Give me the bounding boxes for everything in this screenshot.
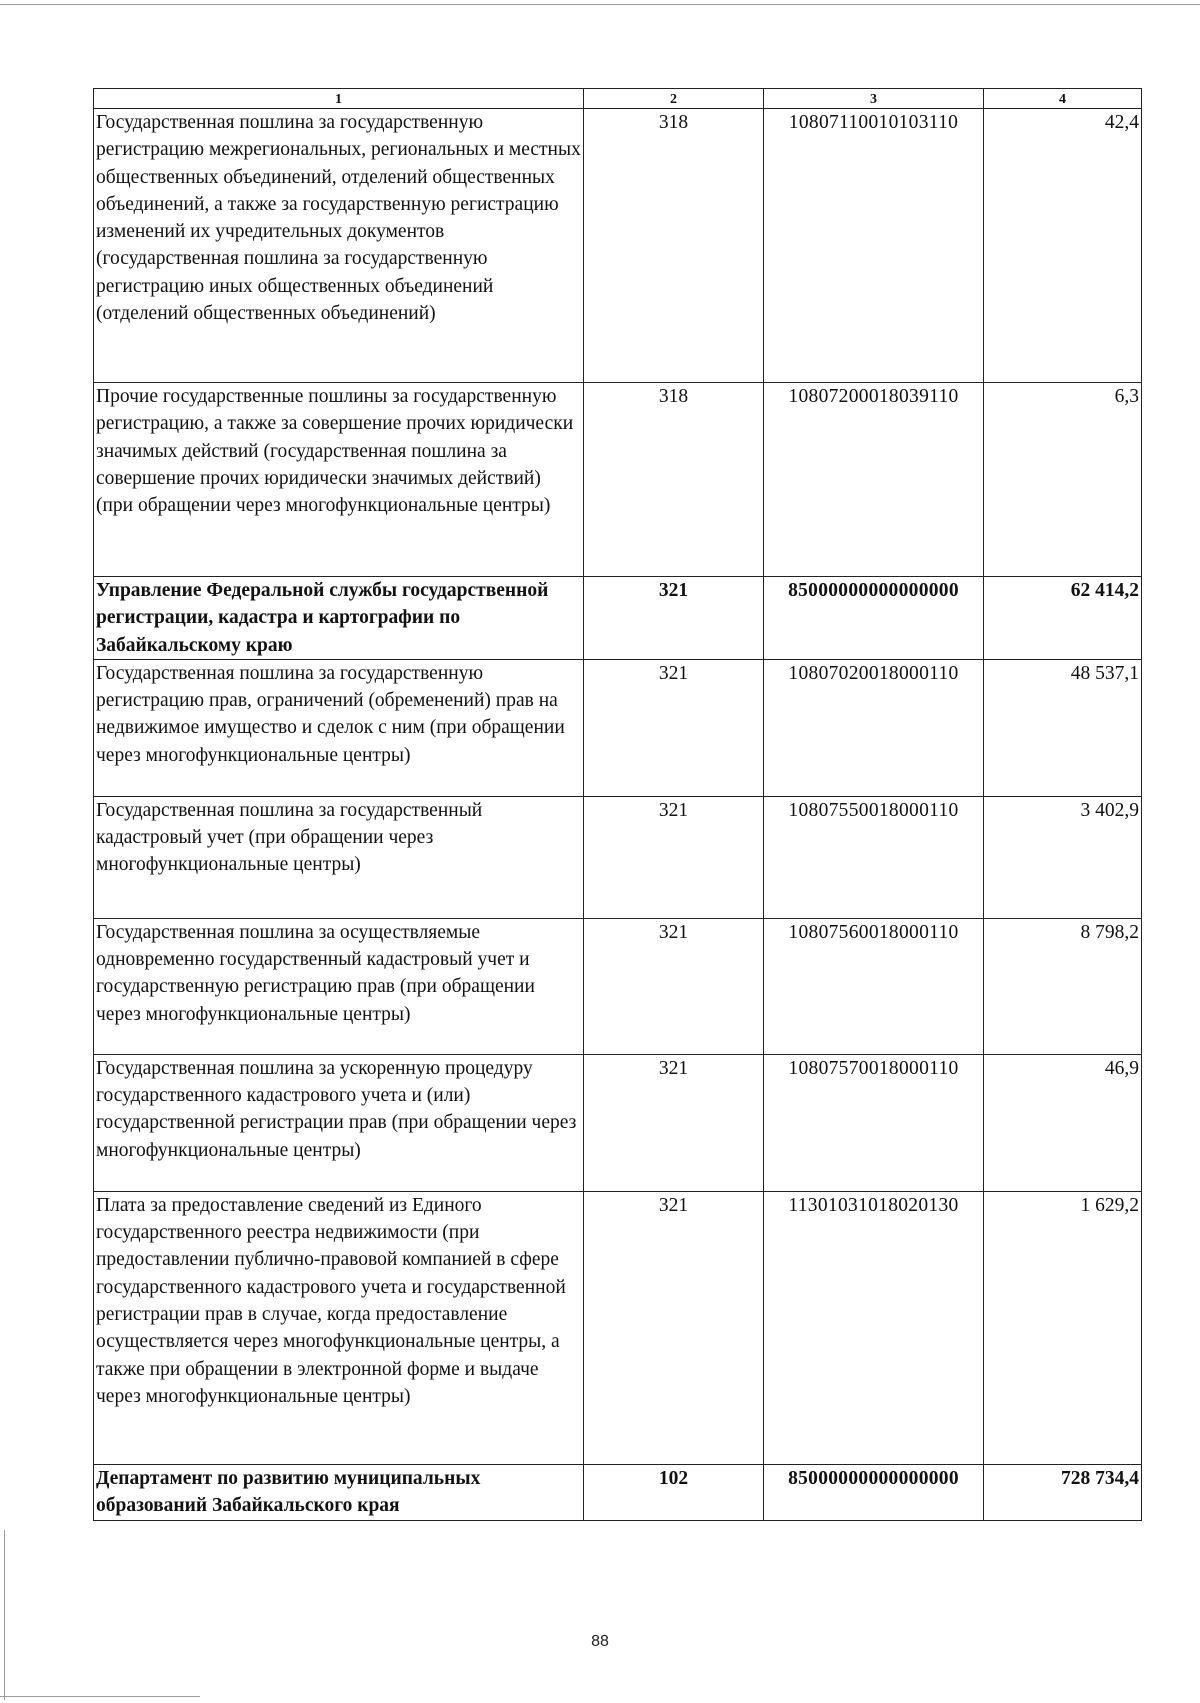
revenue-name-cell: Государственная пошлина за осуществляемые одновременно государственный кадастровый учет и государственную регистрацию прав (при обращении через многофункциональные центры)	[94, 918, 584, 1054]
budget-code-cell: 10807200018039110	[764, 383, 984, 577]
column-header: 4	[984, 89, 1142, 109]
admin-code-cell: 318	[584, 383, 764, 577]
admin-code-cell: 321	[584, 796, 764, 918]
amount-cell: 62 414,2	[984, 577, 1142, 660]
table-row	[94, 383, 1142, 577]
budget-code-cell: 11301031018020130	[764, 1191, 984, 1464]
table-row	[94, 918, 1142, 1054]
revenue-name-cell: Государственная пошлина за государственный кадастровый учет (при обращении через многофункциональные центры)	[94, 796, 584, 918]
budget-code-cell: 10807550018000110	[764, 796, 984, 918]
amount-cell: 48 537,1	[984, 659, 1142, 796]
budget-code-cell: 10807560018000110	[764, 918, 984, 1054]
administrator-name-cell: Управление Федеральной службы государственной регистрации, кадастра и картографии по Забайкальскому краю	[94, 577, 584, 660]
admin-code-cell: 321	[584, 1191, 764, 1464]
admin-code-cell: 102	[584, 1464, 764, 1520]
page-number: 88	[591, 1633, 609, 1650]
budget-code-cell: 10807110010103110	[764, 109, 984, 383]
amount-cell: 1 629,2	[984, 1191, 1142, 1464]
revenue-name-cell: Плата за предоставление сведений из Единого государственного реестра недвижимости (при предоставлении публично-правовой компанией в сфере государственного кадастрового учета и государственной регистрации прав в случае, когда предоставление осуществляется через многофункциональные центры, а также при обращении в электронной форме и выдаче через многофункциональные центры)	[94, 1191, 584, 1464]
scan-edge-line	[0, 4, 1200, 5]
amount-cell: 728 734,4	[984, 1464, 1142, 1520]
column-header: 3	[764, 89, 984, 109]
budget-code-cell: 85000000000000000	[764, 577, 984, 660]
revenue-name-cell: Государственная пошлина за государственную регистрацию межрегиональных, региональных и местных общественных объединений, отделений общественных объединений, а также за государственную регистрацию изменений их учредительных документов (государственная пошлина за государственную регистрацию иных общественных объединений (отделений общественных объединений)	[94, 109, 584, 383]
table-row	[94, 1054, 1142, 1191]
revenue-name-cell: Государственная пошлина за ускоренную процедуру государственного кадастрового учета и (или) государственной регистрации прав (при обращении через многофункциональные центры)	[94, 1054, 584, 1191]
table-row	[94, 796, 1142, 918]
column-header: 1	[94, 89, 584, 109]
amount-cell: 6,3	[984, 383, 1142, 577]
amount-cell: 46,9	[984, 1054, 1142, 1191]
table-row	[94, 659, 1142, 796]
column-header: 2	[584, 89, 764, 109]
admin-code-cell: 321	[584, 659, 764, 796]
admin-code-cell: 321	[584, 1054, 764, 1191]
budget-code-cell: 85000000000000000	[764, 1464, 984, 1520]
admin-code-cell: 318	[584, 109, 764, 383]
table-row-section-total	[94, 1464, 1142, 1520]
amount-cell: 42,4	[984, 109, 1142, 383]
table-row-section-total	[94, 577, 1142, 660]
table-row	[94, 1191, 1142, 1464]
table-row	[94, 109, 1142, 383]
scan-edge-line	[0, 1696, 200, 1697]
admin-code-cell: 321	[584, 577, 764, 660]
revenue-table	[93, 88, 1142, 1521]
amount-cell: 3 402,9	[984, 796, 1142, 918]
budget-code-cell: 10807020018000110	[764, 659, 984, 796]
revenue-name-cell: Государственная пошлина за государственную регистрацию прав, ограничений (обременений) прав на недвижимое имущество и сделок с ним (при обращении через многофункциональные центры)	[94, 659, 584, 796]
scan-edge-line	[4, 1530, 5, 1700]
amount-cell: 8 798,2	[984, 918, 1142, 1054]
admin-code-cell: 321	[584, 918, 764, 1054]
table-header-row	[94, 89, 1142, 109]
budget-code-cell: 10807570018000110	[764, 1054, 984, 1191]
revenue-name-cell: Прочие государственные пошлины за государственную регистрацию, а также за совершение прочих юридически значимых действий (государственная пошлина за совершение прочих юридически значимых действий) (при обращении через многофункциональные центры)	[94, 383, 584, 577]
administrator-name-cell: Департамент по развитию муниципальных образований Забайкальского края	[94, 1464, 584, 1520]
